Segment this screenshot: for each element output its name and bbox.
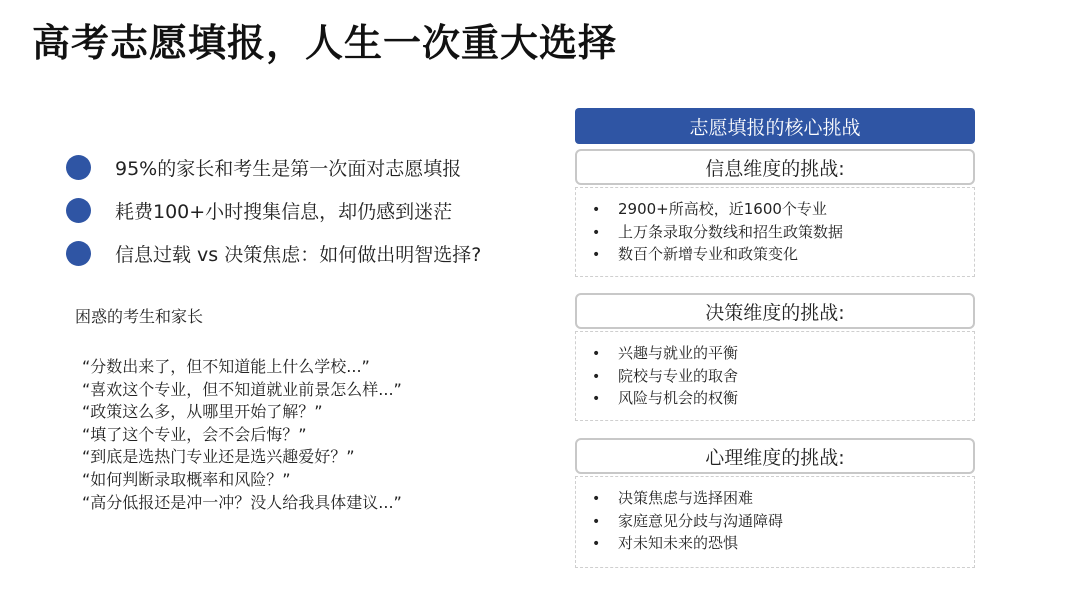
key-point-text: 信息过载 vs 决策焦虑：如何做出明智选择? xyxy=(115,244,482,266)
bullet-icon: • xyxy=(592,202,601,218)
bullet-dot-icon xyxy=(66,241,91,266)
bullet-icon: • xyxy=(592,491,601,507)
section-body xyxy=(575,187,975,277)
section-title: 信息维度的挑战: xyxy=(575,149,975,185)
quote-item: “政策这么多，从哪里开始了解？” xyxy=(82,402,323,422)
key-points xyxy=(66,146,481,275)
challenge-section-decision xyxy=(575,293,975,421)
quote-item: “填了这个专业，会不会后悔？” xyxy=(82,424,307,444)
bullet-icon: • xyxy=(592,368,601,385)
bullet-dot-icon xyxy=(66,198,91,223)
section-title: 心理维度的挑战: xyxy=(575,438,975,474)
quote-item: “喜欢这个专业，但不知道就业前景怎么样...” xyxy=(82,379,402,399)
bullet-icon: • xyxy=(592,513,601,530)
quote-item: “如何判断录取概率和风险？” xyxy=(82,469,291,489)
list-item: • 数百个新增专业和政策变化 xyxy=(592,243,974,266)
list-item: • 对未知未来的恐惧 xyxy=(592,532,974,555)
list-item: • 兴趣与就业的平衡 xyxy=(592,342,974,365)
list-item: • 上万条录取分数线和招生政策数据 xyxy=(592,221,974,244)
list-item: • 决策焦虑与选择困难 xyxy=(592,487,974,510)
challenge-section-psychology xyxy=(575,438,975,568)
key-point-text: 耗费100+小时搜集信息，却仍感到迷茫 xyxy=(115,201,453,223)
quote-list xyxy=(82,356,402,514)
list-item: • 2900+所高校，近1600个专业 xyxy=(592,198,974,221)
key-point xyxy=(66,232,481,275)
challenges-panel xyxy=(575,108,975,552)
quote-item: “到底是选热门专业还是选兴趣爱好？” xyxy=(82,447,355,467)
bullet-icon: • xyxy=(592,391,601,407)
quote-item: “高分低报还是冲一冲？没人给我具体建议...” xyxy=(82,492,402,512)
bullet-dot-icon xyxy=(66,155,91,180)
key-point xyxy=(66,146,481,189)
section-body xyxy=(575,476,975,568)
panel-header: 志愿填报的核心挑战 xyxy=(575,108,975,144)
quote-item: “分数出来了，但不知道能上什么学校...” xyxy=(82,357,370,376)
page-title: 高考志愿填报，人生一次重大选择 xyxy=(32,21,618,65)
section-title: 决策维度的挑战: xyxy=(575,293,975,329)
bullet-icon: • xyxy=(592,247,601,263)
list-item: • 家庭意见分歧与沟通障碍 xyxy=(592,510,974,533)
list-item: • 风险与机会的权衡 xyxy=(592,387,974,410)
section-body xyxy=(575,331,975,421)
challenge-section-information xyxy=(575,149,975,277)
key-point-text: 95%的家长和考生是第一次面对志愿填报 xyxy=(115,158,462,180)
bullet-icon: • xyxy=(592,346,601,362)
bullet-icon: • xyxy=(592,536,601,552)
bullet-icon: • xyxy=(592,224,601,241)
key-point xyxy=(66,189,481,232)
quotes-heading: 困惑的考生和家长 xyxy=(75,307,204,326)
list-item: • 院校与专业的取舍 xyxy=(592,365,974,388)
